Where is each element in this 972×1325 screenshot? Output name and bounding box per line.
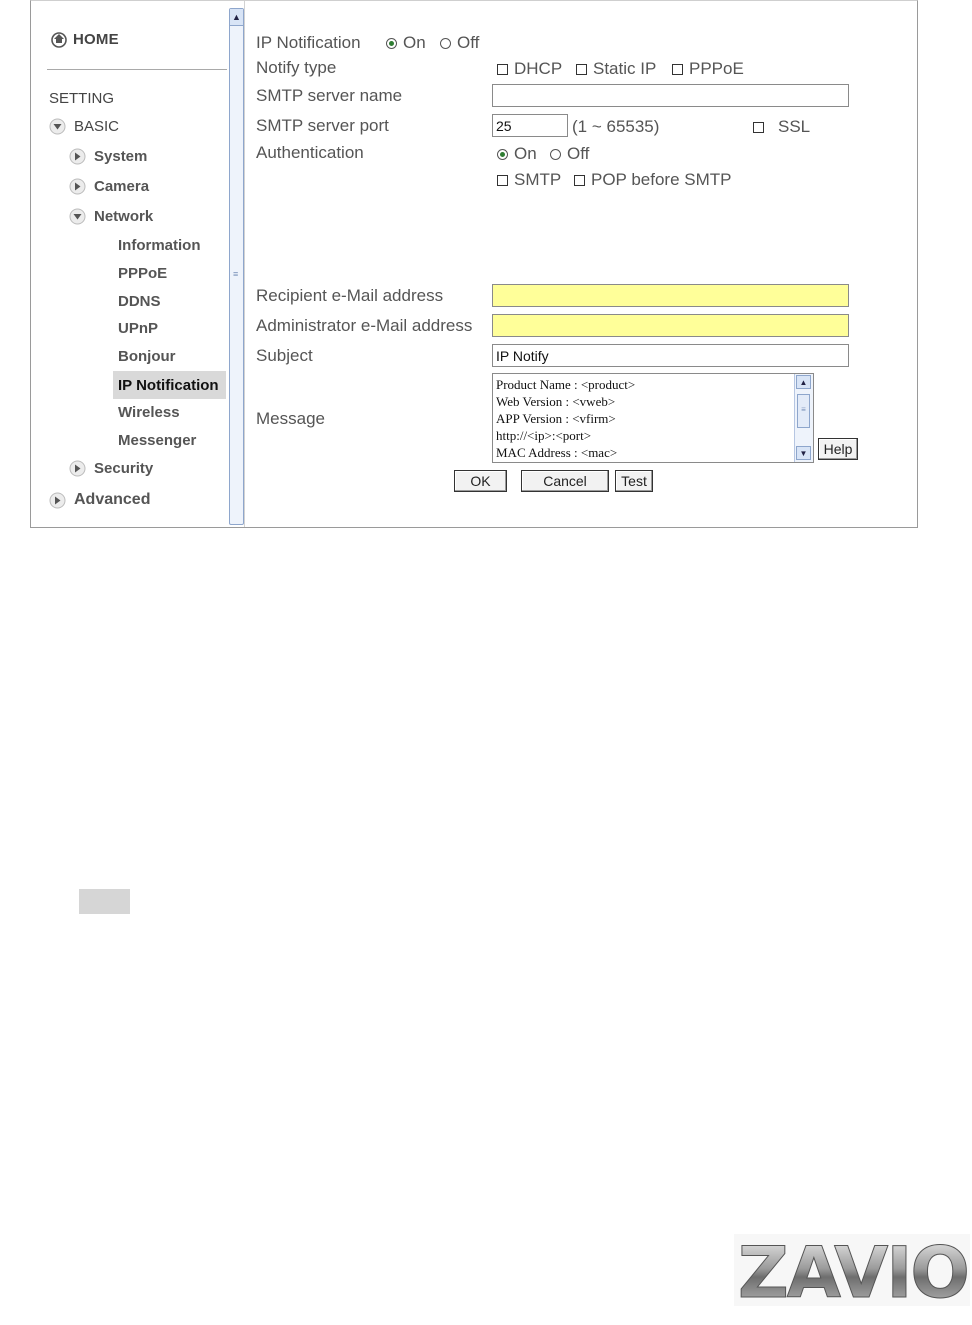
ssl-option[interactable] (753, 117, 810, 137)
administrator-email-label: Administrator e-Mail address (256, 316, 473, 335)
ip-notification-off-radio[interactable] (440, 38, 451, 49)
zavio-logo (734, 1234, 970, 1306)
authentication-off[interactable] (550, 144, 589, 164)
nav-security[interactable] (69, 460, 153, 477)
recipient-email-input[interactable] (492, 284, 849, 307)
nav-basic[interactable] (49, 118, 119, 135)
test-button[interactable]: Test (615, 470, 653, 492)
chevron-right-icon (69, 178, 86, 195)
settings-window (30, 0, 918, 528)
static-ip-label: Static IP (593, 59, 657, 78)
nav-divider (47, 69, 227, 70)
scroll-up-icon[interactable]: ▲ (230, 9, 243, 26)
zavio-logo-icon (734, 1234, 970, 1306)
dhcp-label: DHCP (514, 59, 563, 78)
authentication-on[interactable] (497, 144, 537, 164)
ip-notification-off[interactable] (440, 33, 479, 53)
pppoe-label: PPPoE (689, 59, 744, 78)
nav-camera-label: Camera (94, 178, 150, 195)
nav-camera[interactable] (69, 178, 149, 195)
authentication-label: Authentication (256, 143, 364, 162)
notify-pppoe[interactable] (672, 59, 744, 79)
chevron-right-icon (49, 492, 66, 509)
nav-security-label: Security (94, 460, 154, 477)
smtp-server-port-label: SMTP server port (256, 116, 389, 135)
pppoe-checkbox[interactable] (672, 64, 683, 75)
nav-information[interactable]: Information (118, 237, 201, 254)
ip-notification-label: IP Notification (256, 33, 361, 52)
setting-heading: SETTING (49, 90, 115, 107)
static-ip-checkbox[interactable] (576, 64, 587, 75)
notify-static-ip[interactable] (576, 59, 656, 79)
administrator-email-input[interactable] (492, 314, 849, 337)
smtp-port-range: (1 ~ 65535) (572, 117, 660, 136)
pop-before-smtp-label: POP before SMTP (591, 170, 732, 189)
auth-smtp[interactable] (497, 170, 561, 190)
scroll-down-icon[interactable]: ▼ (796, 446, 811, 460)
ip-notification-on-radio[interactable] (386, 38, 397, 49)
ssl-label: SSL (778, 117, 811, 136)
nav-advanced[interactable] (49, 491, 150, 509)
chevron-down-icon (69, 208, 86, 225)
authentication-on-label: On (514, 144, 537, 163)
nav-upnp[interactable]: UPnP (118, 320, 159, 337)
notify-type-label: Notify type (256, 58, 337, 77)
svg-text:ZAVIO: ZAVIO (738, 1234, 968, 1306)
home-icon (49, 29, 69, 49)
scroll-up-icon[interactable]: ▲ (796, 375, 811, 389)
authentication-off-radio[interactable] (550, 149, 561, 160)
scroll-grip-icon: ≡ (233, 269, 239, 279)
nav-messenger[interactable]: Messenger (118, 432, 197, 449)
message-textarea[interactable]: Product Name : <product> Web Version : <vweb> APP Version : <vfirm> http://<ip>:<port> MAC Address : <mac> (492, 373, 814, 463)
message-scrollbar[interactable] (794, 374, 813, 462)
ssl-checkbox[interactable] (753, 122, 764, 133)
nav-network-label: Network (94, 208, 154, 225)
auth-pop-before-smtp[interactable] (574, 170, 731, 190)
notify-dhcp[interactable] (497, 59, 562, 79)
sidebar-scrollbar[interactable] (229, 8, 244, 525)
message-label: Message (256, 409, 325, 428)
nav-network[interactable] (69, 208, 153, 225)
pop-before-smtp-checkbox[interactable] (574, 175, 585, 186)
nav-ddns[interactable]: DDNS (118, 293, 161, 310)
chevron-down-icon (49, 118, 66, 135)
subject-label: Subject (256, 346, 313, 365)
authentication-on-radio[interactable] (497, 149, 508, 160)
home-link[interactable] (49, 29, 119, 49)
chevron-right-icon (69, 460, 86, 477)
smtp-server-name-input[interactable] (492, 84, 849, 107)
nav-system[interactable] (69, 148, 147, 165)
nav-ip-notification[interactable]: IP Notification (113, 371, 226, 399)
subject-input[interactable] (492, 344, 849, 367)
cancel-button[interactable]: Cancel (521, 470, 609, 492)
authentication-off-label: Off (567, 144, 590, 163)
ok-button[interactable]: OK (454, 470, 507, 492)
nav-wireless[interactable]: Wireless (118, 404, 180, 421)
nav-pppoe[interactable]: PPPoE (118, 265, 168, 282)
nav-basic-label: BASIC (74, 118, 120, 135)
panel-divider (244, 1, 245, 527)
auth-smtp-label: SMTP (514, 170, 562, 189)
scroll-thumb[interactable]: ≡ (797, 394, 810, 428)
sidebar (31, 1, 229, 527)
ip-notification-off-label: Off (457, 33, 480, 52)
gray-placeholder-box (79, 889, 130, 914)
chevron-right-icon (69, 148, 86, 165)
nav-system-label: System (94, 148, 148, 165)
auth-smtp-checkbox[interactable] (497, 175, 508, 186)
dhcp-checkbox[interactable] (497, 64, 508, 75)
nav-advanced-label: Advanced (74, 491, 151, 508)
nav-bonjour[interactable]: Bonjour (118, 348, 176, 365)
home-label: HOME (73, 30, 119, 48)
ip-notification-on-label: On (403, 33, 426, 52)
smtp-server-name-label: SMTP server name (256, 86, 403, 105)
help-button[interactable]: Help (818, 438, 858, 460)
smtp-server-port-input[interactable] (492, 114, 568, 137)
ip-notification-on[interactable] (386, 33, 426, 53)
recipient-email-label: Recipient e-Mail address (256, 286, 444, 305)
